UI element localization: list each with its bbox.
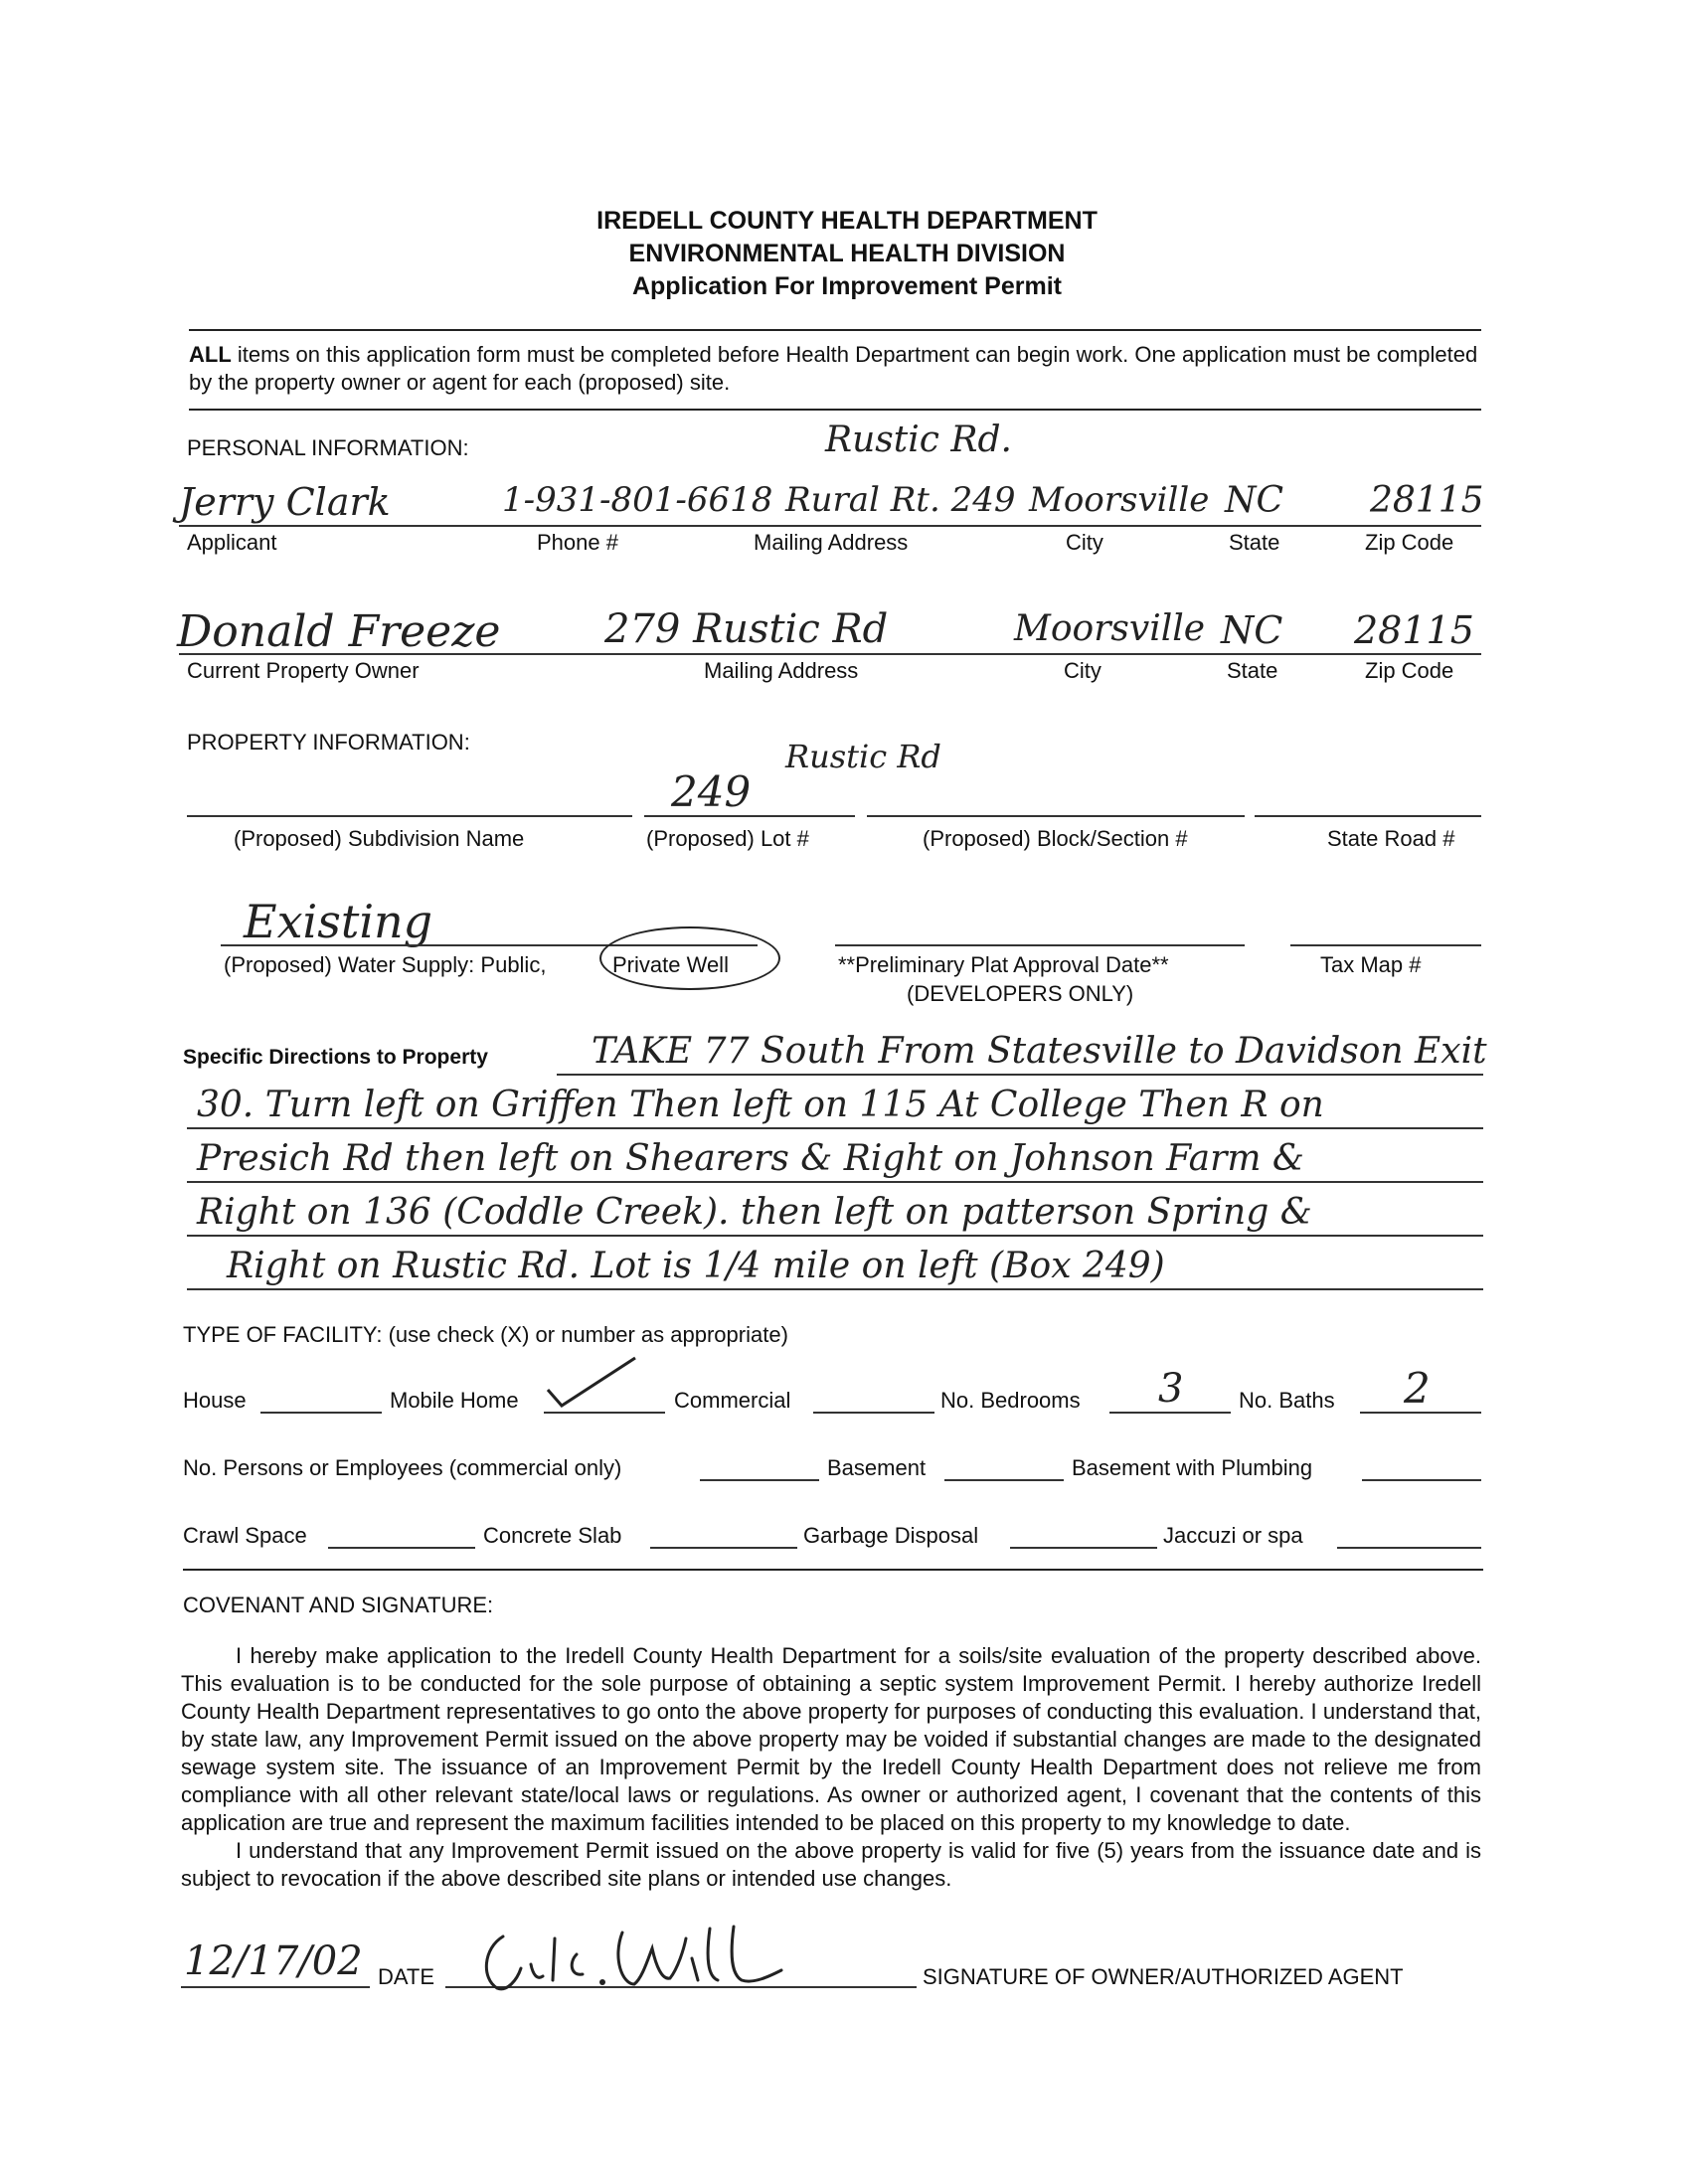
owner-state-label: State <box>1227 658 1278 683</box>
phone-label: Phone # <box>537 530 618 555</box>
bedrooms-value[interactable]: 3 <box>1158 1366 1184 1412</box>
concrete-slab-field[interactable] <box>650 1547 797 1549</box>
owner-city-label: City <box>1064 658 1101 683</box>
applicant-zip[interactable]: 28115 <box>1370 480 1484 521</box>
block-line <box>867 815 1245 817</box>
address-note: Rustic Rd. <box>825 420 1012 460</box>
lot-label: (Proposed) Lot # <box>646 826 809 851</box>
block-label: (Proposed) Block/Section # <box>923 826 1188 851</box>
garbage-disposal-label: Garbage Disposal <box>803 1523 979 1548</box>
applicant-name[interactable]: Jerry Clark <box>179 480 391 524</box>
directions-line-1 <box>557 1074 1483 1076</box>
owner-city[interactable]: Moorsville <box>1014 608 1206 649</box>
applicant-address[interactable]: Rural Rt. 249 <box>785 480 1016 520</box>
personal-info-heading: PERSONAL INFORMATION: <box>187 435 469 460</box>
instructions: ALL items on this application form must be completed before Health Department can begin work. One application must be completed by the property owner or agent for each (proposed) site. <box>189 342 1478 395</box>
water-supply-value[interactable]: Existing <box>244 895 433 948</box>
mobile-home-field[interactable] <box>544 1412 665 1414</box>
directions-text-4[interactable]: Right on 136 (Coddle Creek). then left on patterson Spring & <box>197 1192 1312 1233</box>
owner-address[interactable]: 279 Rustic Rd <box>604 606 889 652</box>
covenant-paragraph-2: I understand that any Improvement Permit issued on the above property is valid for five (5) years from the issuance date and is subject to revocation if the above described site plans or intended use changes. <box>181 1838 1481 1891</box>
road-line <box>1255 815 1481 817</box>
applicant-line <box>179 525 1481 527</box>
divider <box>183 1569 1483 1571</box>
covenant-text <box>181 1642 1481 1893</box>
owner-state[interactable]: NC <box>1221 608 1283 652</box>
applicant-state[interactable]: NC <box>1225 480 1284 521</box>
directions-line-5 <box>187 1288 1483 1290</box>
owner-name[interactable]: Donald Freeze <box>177 606 501 657</box>
plat-line <box>835 944 1245 946</box>
applicant-city[interactable]: Moorsville <box>1029 480 1210 520</box>
zip-label: Zip Code <box>1365 530 1454 555</box>
tax-map-label: Tax Map # <box>1320 952 1422 977</box>
directions-line-4 <box>187 1235 1483 1237</box>
owner-label: Current Property Owner <box>187 658 420 683</box>
jaccuzi-field[interactable] <box>1337 1547 1481 1549</box>
department-title: IREDELL COUNTY HEALTH DEPARTMENT <box>596 207 1098 235</box>
selection-circle <box>599 926 780 990</box>
plat-date-label: **Preliminary Plat Approval Date** <box>838 952 1169 977</box>
directions-text-1[interactable]: TAKE 77 South From Statesville to Davidson Exit <box>592 1031 1487 1072</box>
bedrooms-field[interactable] <box>1109 1412 1231 1414</box>
lot-line <box>644 815 855 817</box>
commercial-field[interactable] <box>813 1412 934 1414</box>
directions-text-3[interactable]: Presich Rd then left on Shearers & Right on Johnson Farm & <box>197 1138 1304 1179</box>
commercial-label: Commercial <box>674 1388 791 1413</box>
subdivision-line <box>187 815 632 817</box>
crawl-space-label: Crawl Space <box>183 1523 307 1548</box>
state-label: State <box>1229 530 1280 555</box>
house-label: House <box>183 1388 247 1413</box>
checkmark-icon <box>542 1354 641 1412</box>
basement-label: Basement <box>827 1455 927 1480</box>
signature-image[interactable] <box>473 1919 811 1996</box>
date-line <box>181 1986 370 1988</box>
owner-mailing-label: Mailing Address <box>704 658 859 683</box>
baths-value[interactable]: 2 <box>1404 1364 1431 1413</box>
house-field[interactable] <box>260 1412 382 1414</box>
mailing-label: Mailing Address <box>754 530 909 555</box>
concrete-slab-label: Concrete Slab <box>483 1523 622 1548</box>
applicant-phone[interactable]: 1-931-801-6618 <box>502 480 773 520</box>
private-well-option[interactable]: Private Well <box>612 952 729 977</box>
persons-label: No. Persons or Employees (commercial only) <box>183 1455 622 1480</box>
lot-note: Rustic Rd <box>785 738 941 775</box>
divider <box>189 409 1481 411</box>
signature-label: SIGNATURE OF OWNER/AUTHORIZED AGENT <box>923 1964 1404 1989</box>
basement-field[interactable] <box>944 1479 1064 1481</box>
taxmap-line <box>1290 944 1481 946</box>
basement-plumbing-label: Basement with Plumbing <box>1072 1455 1313 1480</box>
covenant-heading: COVENANT AND SIGNATURE: <box>183 1593 494 1617</box>
owner-line <box>179 653 1481 655</box>
date-label: DATE <box>378 1964 435 1989</box>
division-title: ENVIRONMENTAL HEALTH DIVISION <box>628 240 1066 267</box>
bedrooms-label: No. Bedrooms <box>940 1388 1081 1413</box>
jaccuzi-label: Jaccuzi or spa <box>1163 1523 1303 1548</box>
facility-heading: TYPE OF FACILITY: (use check (X) or number as appropriate) <box>183 1322 788 1347</box>
garbage-disposal-field[interactable] <box>1010 1547 1157 1549</box>
baths-label: No. Baths <box>1239 1388 1335 1413</box>
crawl-space-field[interactable] <box>328 1547 475 1549</box>
lot-value[interactable]: 249 <box>671 767 752 816</box>
form-title: Application For Improvement Permit <box>631 272 1062 300</box>
water-supply-label: (Proposed) Water Supply: Public, <box>224 952 547 977</box>
divider <box>189 329 1481 331</box>
mobile-home-label: Mobile Home <box>390 1388 519 1413</box>
directions-line-2 <box>187 1127 1483 1129</box>
state-road-label: State Road # <box>1327 826 1455 851</box>
owner-zip-label: Zip Code <box>1365 658 1454 683</box>
owner-zip[interactable]: 28115 <box>1354 608 1474 652</box>
directions-line-3 <box>187 1181 1483 1183</box>
developers-note: (DEVELOPERS ONLY) <box>907 981 1134 1006</box>
basement-plumbing-field[interactable] <box>1362 1479 1481 1481</box>
applicant-label: Applicant <box>187 530 277 555</box>
covenant-paragraph-1: I hereby make application to the Iredell County Health Department for a soils/site evaluation of the property described above. This evaluation is to be conducted for the sole purpose of obtaining a septic system Improvement Permit. I hereby authorize Iredell County Health Department representatives to go onto the above property for purposes of conducting this evaluation. I understand that, by state law, any Improvement Permit issued on the above property may be voided if substantial changes are made to the designated sewage system site. The issuance of an Improvement Permit by the Iredell County Health Department does not relieve me from compliance with all other relevant state/local laws or regulations. As owner or authorized agent, I covenant that the contents of this application are true and represent the maximum facilities intended to be placed on this property to my knowledge to date. <box>181 1643 1481 1835</box>
date-value[interactable]: 12/17/02 <box>184 1938 363 1984</box>
directions-text-2[interactable]: 30. Turn left on Griffen Then left on 115 At College Then R on <box>197 1085 1324 1125</box>
city-label: City <box>1066 530 1103 555</box>
subdivision-label: (Proposed) Subdivision Name <box>234 826 525 851</box>
directions-text-5[interactable]: Right on Rustic Rd. Lot is 1/4 mile on left (Box 249) <box>227 1246 1165 1286</box>
persons-field[interactable] <box>700 1479 819 1481</box>
directions-label: Specific Directions to Property <box>183 1046 488 1069</box>
property-info-heading: PROPERTY INFORMATION: <box>187 730 470 755</box>
